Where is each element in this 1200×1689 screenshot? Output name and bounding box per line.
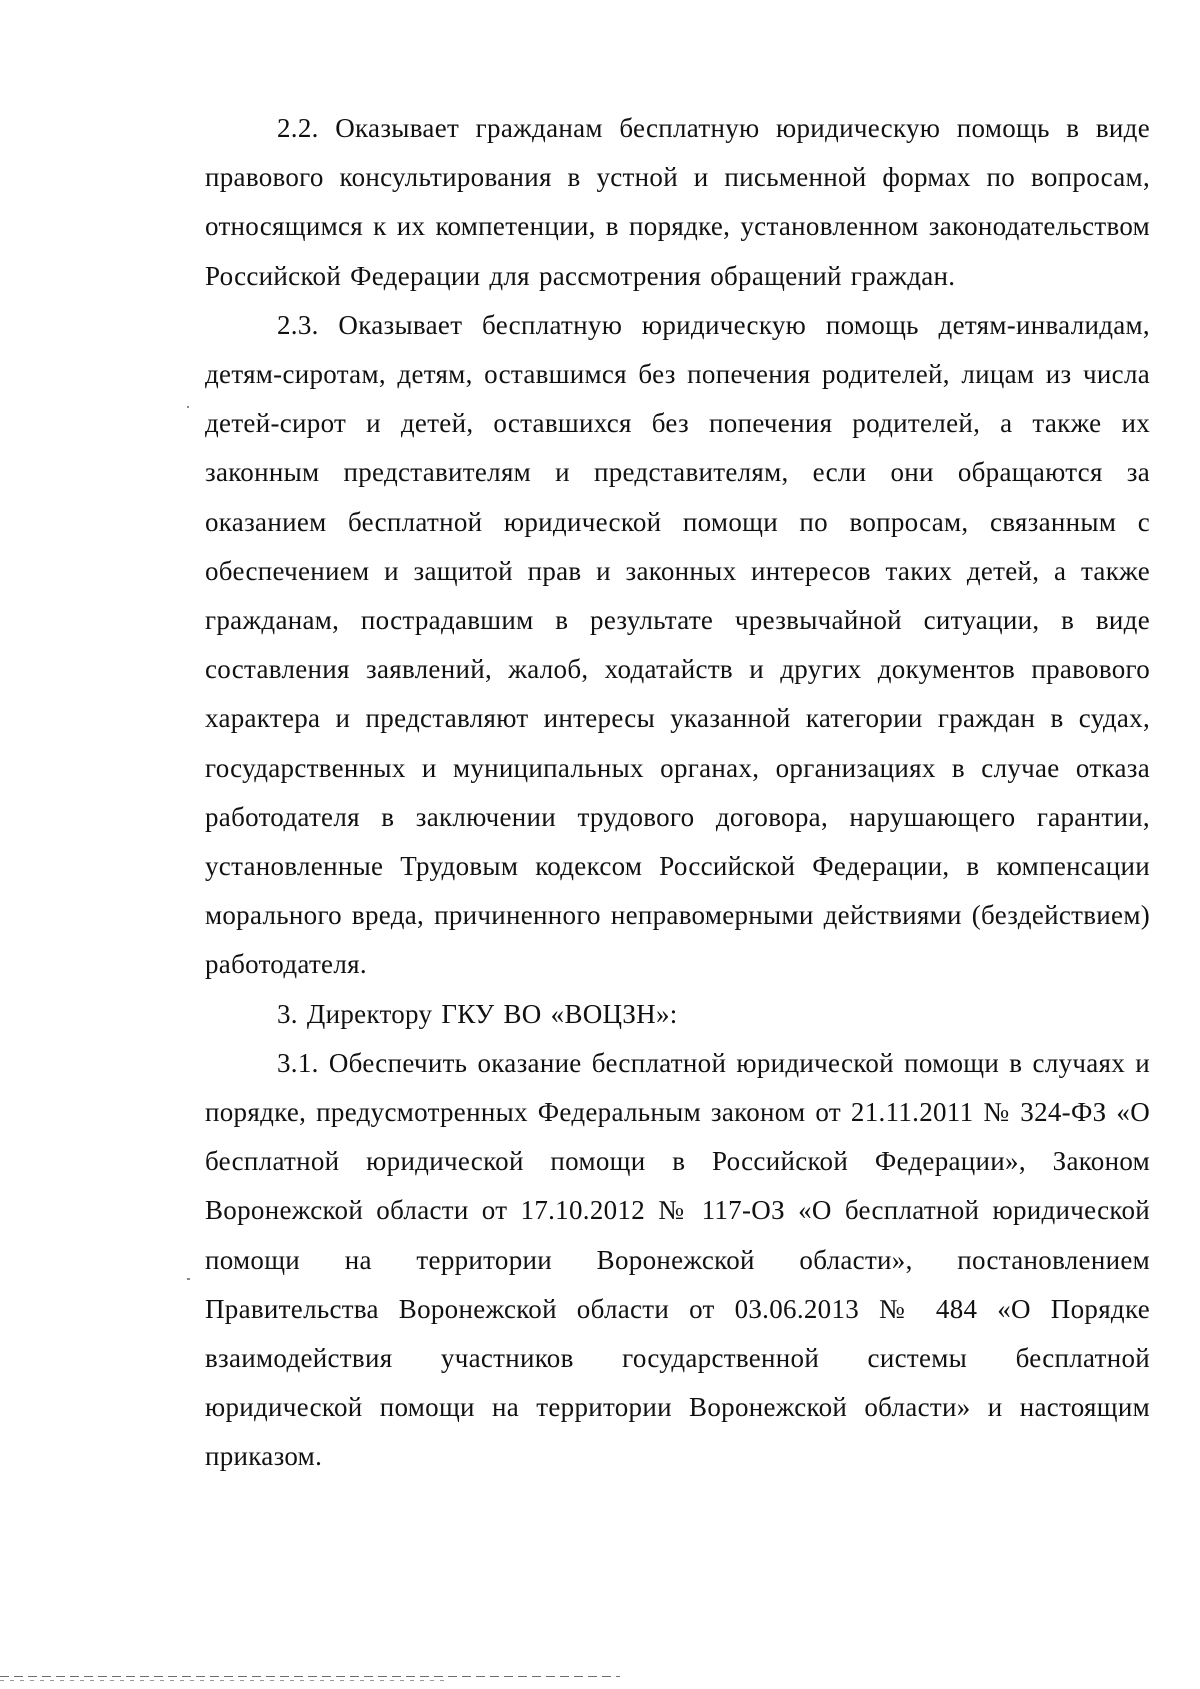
document-body — [205, 104, 1150, 1482]
paragraph-2-2: 2.2. Оказывает гражданам бесплатную юридическую помощь в виде правового консультирования в устной и письменной формах по вопросам, относящимся к их компетенции, в порядке, установленном законодательством Российской Федерации для рассмотрения обращений граждан. — [205, 113, 1150, 291]
scan-edge-line — [0, 1676, 620, 1677]
scan-edge-line — [0, 1680, 450, 1681]
paragraph-3: 3. Директору ГКУ ВО «ВОЦЗН»: — [277, 998, 678, 1029]
scan-speck — [187, 406, 189, 408]
paragraph-3-1: 3.1. Обеспечить оказание бесплатной юридической помощи в случаях и порядке, предусмотренных Федеральным законом от 21.11.2011 № 324-ФЗ «О бесплатной юридической помощи в Российской Федерации», Законом Воронежской области от 17.10.2012 № 117-ОЗ «О бесплатной юридической помощи на территории Воронежской области», постановлением Правительства Воронежской области от 03.06.2013 № 484 «О Порядке взаимодействия участников государственной системы бесплатной юридической помощи на территории Воронежской области» и настоящим приказом. — [205, 1047, 1150, 1472]
scan-speck — [187, 1278, 190, 1280]
paragraph-2-3: 2.3. Оказывает бесплатную юридическую помощь детям-инвалидам, детям-сиротам, детям, оставшимся без попечения родителей, лицам из числа детей-сирот и детей, оставшихся без попечения родителей, а также их законным представителям и представителям, если они обращаются за оказанием бесплатной юридической помощи по вопросам, связанным с обеспечением и защитой прав и законных интересов таких детей, а также гражданам, пострадавшим в результате чрезвычайной ситуации, в виде составления заявлений, жалоб, ходатайств и других документов правового характера и представляют интересы указанной категории граждан в судах, государственных и муниципальных органах, организациях в случае отказа работодателя в заключении трудового договора, нарушающего гарантии, установленные Трудовым кодексом Российской Федерации, в компенсации морального вреда, причиненного неправомерными действиями (бездействием) работодателя. — [205, 309, 1150, 980]
